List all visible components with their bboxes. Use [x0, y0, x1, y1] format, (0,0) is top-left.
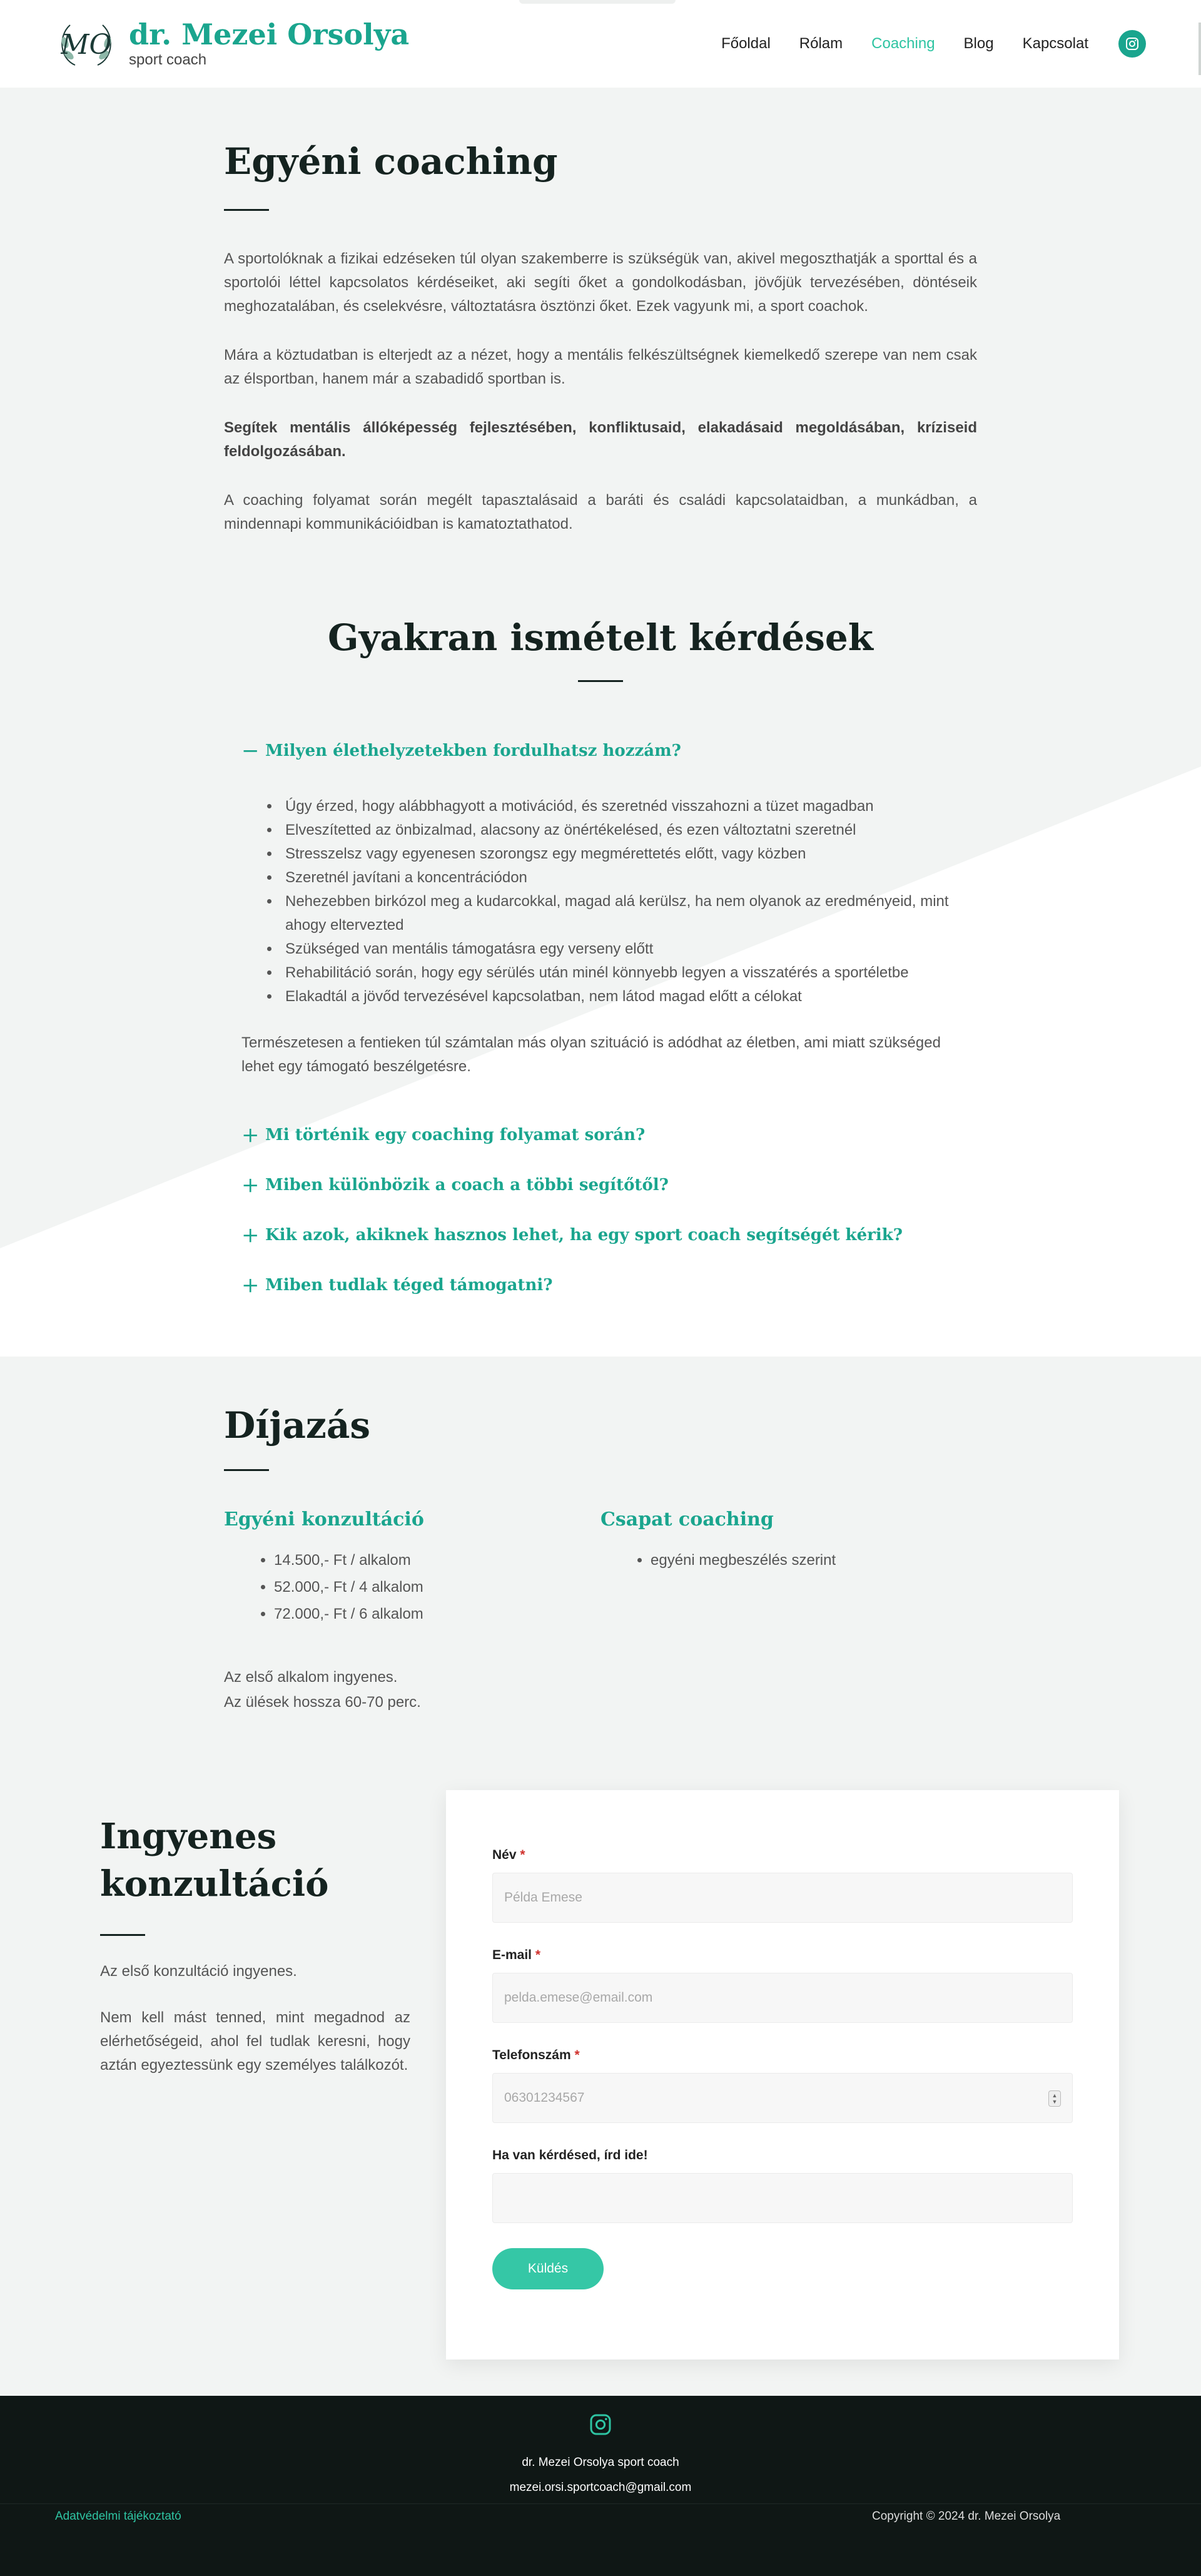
faq-title: Gyakran ismételt kérdések: [327, 616, 873, 659]
email-field[interactable]: pelda.emese@email.com: [492, 1973, 1073, 2023]
list-item: • Szükséged van mentális támogatásra egy verseny előtt: [280, 937, 977, 961]
main-nav: [692, 30, 1146, 58]
contact-form: [446, 1790, 1119, 2360]
scrollbar-edge: [1198, 23, 1201, 75]
consultation-inner: [100, 1790, 1201, 2360]
privacy-link[interactable]: Adatvédelmi tájékoztató: [55, 2510, 181, 2523]
pricing-individual-list: [274, 1547, 600, 1627]
faq-question-toggle[interactable]: [241, 738, 977, 763]
site-footer: [0, 2396, 1201, 2576]
list-item: • 14.500,- Ft / alkalom: [274, 1547, 600, 1574]
brand-text: [129, 19, 409, 69]
nav-item-blog[interactable]: Blog: [963, 35, 994, 52]
title-divider: [224, 209, 269, 211]
pricing-team: [600, 1509, 977, 1627]
list-item: • Úgy érzed, hogy alábbhagyott a motivációd, és szeretnéd visszahozni a tüzet magadban: [280, 795, 977, 818]
nav-item-coaching[interactable]: Coaching: [871, 35, 935, 52]
number-spinner-icon[interactable]: ▲ ▼: [1048, 2090, 1061, 2107]
consultation-text: Az első konzultáció ingyenes.: [100, 1963, 297, 1980]
pricing-title: Díjazás: [224, 1404, 371, 1447]
faq-item-closed: [224, 1123, 977, 1298]
plus-icon: +: [241, 1173, 260, 1198]
list-item: • Rehabilitáció során, hogy egy sérülés után minél könnyebb legyen a visszatérés a sportéletbe: [280, 961, 977, 985]
pricing-individual-title: Egyéni konzultáció: [224, 1509, 424, 1530]
faq-question-label: Mi történik egy coaching folyamat során?: [265, 1126, 646, 1144]
phone-field[interactable]: [492, 2073, 1073, 2123]
phone-label: Telefonszám *: [492, 2048, 580, 2062]
minus-icon: −: [241, 738, 260, 763]
faq-question-label: Miben különbözik a coach a többi segítőtől?: [265, 1176, 669, 1194]
copyright: Copyright © 2024 dr. Mezei Orsolya: [872, 2510, 1061, 2523]
faq-question-label: Kik azok, akiknek hasznos lehet, ha egy sport coach segítségét kérik?: [265, 1226, 903, 1245]
plus-icon: +: [241, 1273, 260, 1298]
logo-wreath-icon: [56, 18, 116, 70]
phone-placeholder: 06301234567: [504, 2090, 585, 2105]
faq-question-label: Miben tudlak téged támogatni?: [265, 1276, 553, 1295]
pricing-individual: [224, 1509, 600, 1627]
coaching-section: [0, 88, 1201, 1357]
message-field-group: [492, 2148, 1073, 2223]
page-title: Egyéni coaching: [224, 140, 558, 183]
list-item: • 52.000,- Ft / 4 alkalom: [274, 1574, 600, 1601]
faq-answer-note: Természetesen a fentieken túl számtalan más olyan szituáció is adódhat az életben, ami miatt szükséged lehet egy támogató beszélgetésre.: [241, 1034, 941, 1075]
footer-email[interactable]: mezei.orsi.sportcoach@gmail.com: [509, 2481, 692, 2494]
pricing-team-list: [651, 1547, 977, 1574]
header-decoration: [519, 0, 676, 4]
list-item: • Stresszelsz vagy egyenesen szorongsz egy megmérettetés előtt, vagy közben: [280, 842, 977, 866]
pricing-columns: [224, 1509, 977, 1627]
nav-item-kapcsolat[interactable]: Kapcsolat: [1022, 35, 1088, 52]
pricing-divider: [224, 1469, 269, 1471]
submit-button[interactable]: Küldés: [492, 2248, 604, 2289]
brand[interactable]: [56, 18, 409, 70]
instagram-icon: [1125, 36, 1140, 51]
email-field-group: [492, 1948, 1073, 2023]
footer-name: dr. Mezei Orsolya sport coach: [522, 2456, 679, 2469]
faq-answer-list: [280, 795, 977, 1009]
faq-question-toggle[interactable]: [241, 1223, 977, 1248]
name-field-group: [492, 1848, 1073, 1923]
pricing-team-title: Csapat coaching: [600, 1509, 774, 1530]
footer-divider: [0, 2503, 1201, 2504]
pricing-note: Az ülések hossza 60-70 perc.: [224, 1694, 421, 1711]
faq-divider: [578, 680, 623, 682]
faq-question-label: Milyen élethelyzetekben fordulhatsz hozzám?: [265, 741, 681, 760]
logo[interactable]: [56, 18, 116, 70]
brand-title[interactable]: dr. Mezei Orsolya: [129, 17, 410, 51]
instagram-button[interactable]: [1118, 30, 1146, 58]
pricing-notes: [224, 1665, 977, 1715]
list-item: • 72.000,- Ft / 6 alkalom: [274, 1601, 600, 1627]
consultation-section: [0, 1759, 1201, 2396]
email-label: E-mail *: [492, 1948, 541, 1962]
consultation-title: [100, 1813, 410, 1908]
plus-icon: +: [241, 1223, 260, 1248]
coaching-paragraph: A coaching folyamat során megélt tapasztalásaid a baráti és családi kapcsolataidban, a munkádban, a mindennapi kommunikációidban is kamatoztathatod.: [224, 492, 977, 532]
list-item: • Nehezebben birkózol meg a kudarcokkal, magad alá kerülsz, ha nem olyanok az eredményeid, mint ahogy eltervezted: [280, 890, 977, 937]
coaching-inner: [224, 140, 977, 1298]
consultation-text: Nem kell mást tenned, mint megadnod az elérhetőségeid, ahol fel tudlak keresni, hogy aztán egyeztessünk egy személyes találkozót.: [100, 2009, 410, 2074]
faq-question-toggle[interactable]: [241, 1273, 977, 1298]
instagram-icon[interactable]: [588, 2412, 613, 2437]
name-label: Név *: [492, 1848, 525, 1862]
message-field[interactable]: [492, 2173, 1073, 2223]
faq-question-toggle[interactable]: [241, 1173, 977, 1198]
coaching-paragraph-bold: Segítek mentális állóképesség fejlesztésében, konfliktusaid, elakadásaid megoldásában, kríziseid feldolgozásában.: [224, 419, 977, 460]
plus-icon: +: [241, 1123, 260, 1148]
pricing-inner: [224, 1404, 977, 1715]
faq-question-toggle[interactable]: [241, 1123, 977, 1148]
list-item: • egyéni megbeszélés szerint: [651, 1547, 977, 1574]
logo-letters: MO: [61, 29, 112, 61]
list-item: • Elakadtál a jövőd tervezésével kapcsolatban, nem látod magad előtt a célokat: [280, 985, 977, 1009]
consultation-title-line1: Ingyenes: [100, 1816, 277, 1857]
pricing-section: [0, 1357, 1201, 1759]
consultation-intro: [100, 1790, 410, 2360]
pricing-note: Az első alkalom ingyenes.: [224, 1669, 398, 1686]
name-field[interactable]: Példa Emese: [492, 1873, 1073, 1923]
coaching-paragraph: A sportolóknak a fizikai edzéseken túl olyan szakemberre is szükségük van, akivel megoszthatják a sporttal és a sportolói léttel kapcsolatos kérdéseiket, aki segíti őket a gondolkodásban, jövőjük tervezésében, döntéseik meghozatalában, és cselekvésre, változtatásra ösztönzi őket. Ezek vagyunk mi, a sport coachok.: [224, 250, 977, 315]
list-item: • Elveszítetted az önbizalmad, alacsony az önértékelésed, és ezen változtatni szeretnél: [280, 818, 977, 842]
message-label: Ha van kérdésed, írd ide!: [492, 2148, 648, 2162]
site-header: [0, 0, 1201, 88]
coaching-paragraph: Mára a köztudatban is elterjedt az a nézet, hogy a mentális felkészültségnek kiemelkedő szerepe van nem csak az élsportban, hanem már a szabadidő sportban is.: [224, 347, 977, 387]
nav-item-rolam[interactable]: Rólam: [799, 35, 843, 52]
list-item: • Szeretnél javítani a koncentrációdon: [280, 866, 977, 890]
phone-field-group: [492, 2048, 1073, 2123]
consultation-title-line2: konzultáció: [100, 1863, 329, 1905]
brand-subtitle: sport coach: [129, 51, 207, 69]
nav-item-fooldal[interactable]: Főoldal: [721, 35, 771, 52]
consultation-divider: [100, 1934, 145, 1936]
faq-item-open: [224, 738, 977, 1079]
